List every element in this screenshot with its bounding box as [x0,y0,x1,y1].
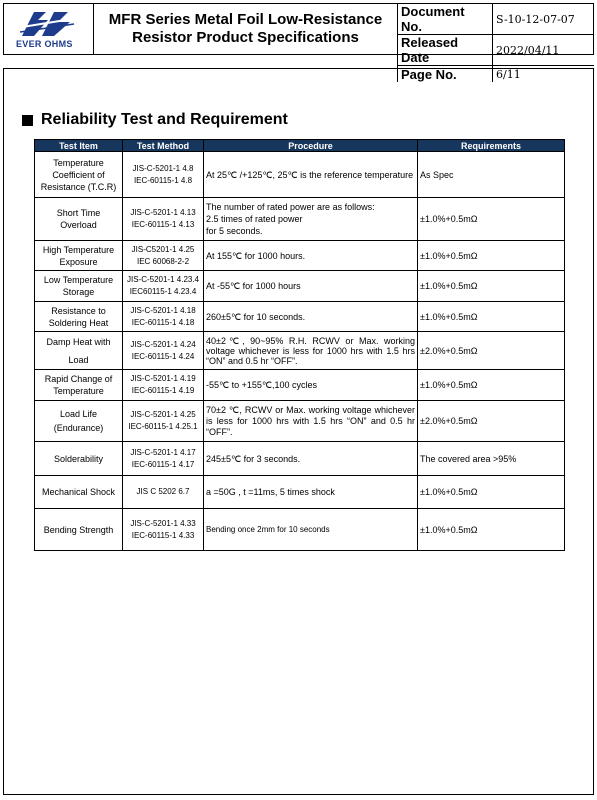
test-item-cell: Solderability [35,442,123,476]
table-row [35,476,565,509]
test-item-cell: Rapid Change of Temperature [35,370,123,401]
table-header-row [35,140,565,152]
company-logo [4,4,94,54]
procedure-cell: 70±2 ℃, RCWV or Max. working voltage whichever is less for 1000 hrs with 1.5 hrs “ON” and 0.5 hr “OFF”. [204,401,418,442]
document-title [94,4,397,54]
meta-label: Document No. [398,4,493,35]
meta-value: S-10-12-07-07 [493,4,595,35]
procedure-cell: -55℃ to +155℃,100 cycles [204,370,418,401]
table-row [35,442,565,476]
test-method-cell: JIS-C-5201-1 4.24 IEC-60115-1 4.24 [123,332,204,370]
section-title-text: Reliability Test and Requirement [41,111,288,128]
test-method-cell: JIS-C-5201-1 4.8 IEC-60115-1 4.8 [123,152,204,198]
table-row [35,302,565,332]
procedure-cell: The number of rated power are as follows: 2.5 times of rated power for 5 seconds. [204,198,418,241]
table-row [35,198,565,241]
requirement-cell: The covered area >95% [418,442,565,476]
requirement-cell: ±1.0%+0.5mΩ [418,476,565,509]
reliability-table [34,139,565,551]
meta-value: 6/11 [493,66,595,83]
ever-ohms-logo-icon [12,6,84,40]
requirement-cell: ±2.0%+0.5mΩ [418,401,565,442]
requirement-cell: ±2.0%+0.5mΩ [418,332,565,370]
procedure-cell: 40±2℃, 90~95% R.H. RCWV or Max. working voltage whichever is less for 1000 hrs with 1.5 hrs “ON” and 0.5 hr “OFF”. [204,332,418,370]
test-method-cell: JIS-C-5201-1 4.19 IEC-60115-1 4.19 [123,370,204,401]
procedure-cell: 245±5℃ for 3 seconds. [204,442,418,476]
procedure-cell: Bending once 2mm for 10 seconds [204,509,418,551]
test-item-cell: Mechanical Shock [35,476,123,509]
requirement-cell: ±1.0%+0.5mΩ [418,509,565,551]
test-method-cell: JIS-C-5201-1 4.25 IEC-60115-1 4.25.1 [123,401,204,442]
table-row [35,509,565,551]
table-row [35,271,565,302]
test-method-cell: JIS-C5201-1 4.25 IEC 60068-2-2 [123,241,204,271]
test-method-cell: JIS-C-5201-1 4.13 IEC-60115-1 4.13 [123,198,204,241]
table-row [35,152,565,198]
test-item-cell: Short Time Overload [35,198,123,241]
requirement-cell: ±1.0%+0.5mΩ [418,198,565,241]
document-header [3,3,594,82]
meta-value: 2022/04/11 [493,35,595,66]
requirement-cell: As Spec [418,152,565,198]
meta-row-document-no [398,4,595,35]
requirement-cell: ±1.0%+0.5mΩ [418,241,565,271]
table-row [35,370,565,401]
procedure-cell: 260±5℃ for 10 seconds. [204,302,418,332]
column-header: Procedure [204,140,418,152]
table-row [35,401,565,442]
test-item-cell: Damp Heat with Load [35,332,123,370]
bullet-square-icon [22,115,33,126]
meta-label: Released Date [398,35,493,66]
title-line-1: MFR Series Metal Foil Low-Resistance [108,11,383,28]
test-item-cell: Temperature Coefficient of Resistance (T.C.R) [35,152,123,198]
test-method-cell: JIS C 5202 6.7 [123,476,204,509]
test-item-cell: High Temperature Exposure [35,241,123,271]
requirement-cell: ±1.0%+0.5mΩ [418,370,565,401]
meta-row-released-date [398,35,595,66]
table-row [35,332,565,370]
table-row [35,241,565,271]
procedure-cell: At -55℃ for 1000 hours [204,271,418,302]
section-heading [22,111,288,129]
test-method-cell: JIS-C-5201-1 4.18 IEC-60115-1 4.18 [123,302,204,332]
meta-label: Page No. [398,66,493,83]
test-method-cell: JIS-C-5201-1 4.17 IEC-60115-1 4.17 [123,442,204,476]
test-method-cell: JIS-C-5201-1 4.23.4 IEC60115-1 4.23.4 [123,271,204,302]
column-header: Test Method [123,140,204,152]
column-header: Requirements [418,140,565,152]
procedure-cell: a =50G , t =11ms, 5 times shock [204,476,418,509]
test-item-cell: Bending Strength [35,509,123,551]
brand-name: EVER OHMS [16,39,73,49]
test-method-cell: JIS-C-5201-1 4.33 IEC-60115-1 4.33 [123,509,204,551]
test-item-cell: Resistance to Soldering Heat [35,302,123,332]
title-line-2: Resistor Product Specifications [132,29,359,46]
requirement-cell: ±1.0%+0.5mΩ [418,302,565,332]
requirement-cell: ±1.0%+0.5mΩ [418,271,565,302]
test-item-cell: Load Life (Endurance) [35,401,123,442]
test-item-cell: Low Temperature Storage [35,271,123,302]
procedure-cell: At 155℃ for 1000 hours. [204,241,418,271]
procedure-cell: At 25℃ /+125℃, 25℃ is the reference temperature [204,152,418,198]
column-header: Test Item [35,140,123,152]
